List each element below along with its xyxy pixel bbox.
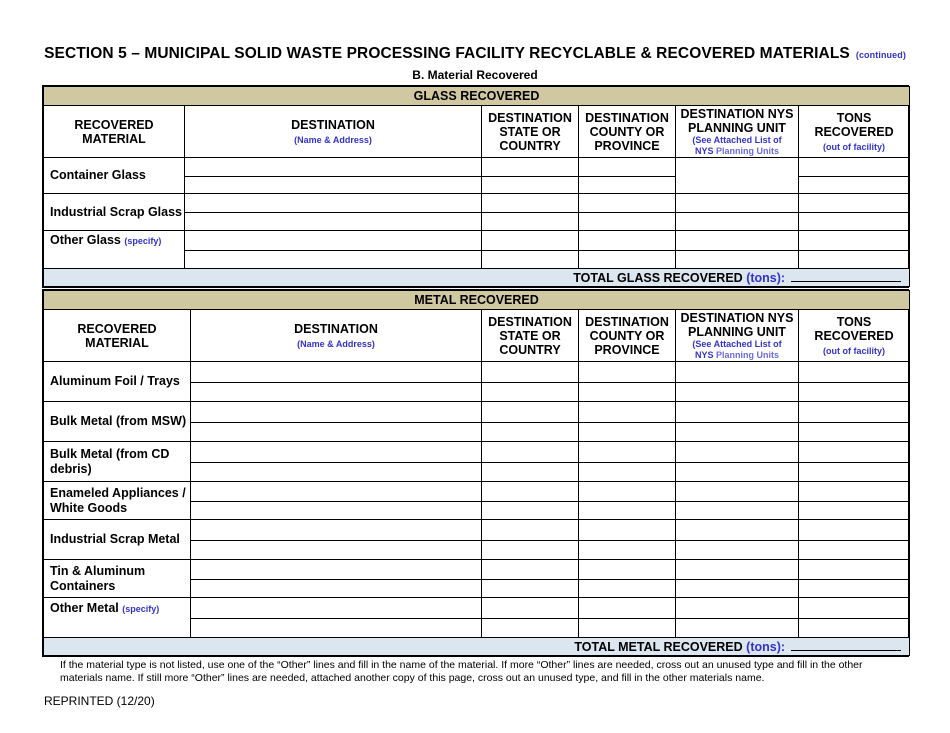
state-field[interactable] (482, 231, 579, 269)
state-field[interactable] (482, 598, 579, 638)
table-row (44, 231, 910, 269)
material-label (44, 231, 185, 269)
material-label (44, 402, 191, 442)
metal-recovered-table (42, 289, 909, 657)
metal-total (44, 638, 910, 656)
header-dest-nys-sub2a: NYS (694, 145, 714, 156)
glass-band: GLASS RECOVERED (44, 87, 910, 106)
header-dest-nys-sub2b: Planning Units (716, 349, 780, 360)
county-field[interactable] (579, 520, 676, 560)
state-field[interactable] (482, 158, 579, 194)
header-tons (799, 106, 910, 158)
header-dest-state: DESTINATION STATE OR COUNTRY (482, 310, 579, 362)
header-dest-nys (676, 310, 799, 362)
glass-total-unit: (tons): (746, 271, 786, 285)
tons-field[interactable] (799, 598, 910, 638)
table-row (44, 362, 910, 402)
header-dest-nys-sub2 (676, 146, 798, 156)
header-dest-nys-label: DESTINATION NYS PLANNING UNIT (680, 311, 794, 340)
metal-total-label: TOTAL METAL RECOVERED (574, 640, 743, 654)
material-name: Enameled Appliances / White Goods (50, 486, 186, 515)
destination-field[interactable] (185, 231, 482, 269)
tons-field[interactable] (799, 520, 910, 560)
metal-total-unit: (tons): (746, 640, 786, 654)
destination-field[interactable] (191, 362, 482, 402)
destination-field[interactable] (191, 442, 482, 482)
material-name: Industrial Scrap Metal (50, 532, 180, 547)
table-row (44, 442, 910, 482)
county-field[interactable] (579, 402, 676, 442)
header-destination-label: DESTINATION (294, 321, 378, 336)
header-dest-nys-sub1: (See Attached List of (692, 339, 782, 350)
destination-field[interactable] (191, 520, 482, 560)
destination-field[interactable] (191, 560, 482, 598)
tons-field[interactable] (799, 362, 910, 402)
material-name: Container Glass (50, 168, 146, 183)
header-tons-sub: (out of facility) (823, 345, 886, 356)
instructions-note (60, 659, 900, 684)
subsection-title: B. Material Recovered (412, 68, 538, 82)
metal-total-field[interactable] (791, 639, 901, 651)
header-recovered-material: RECOVERED MATERIAL (44, 106, 185, 158)
header-destination-sub: (Name & Address) (294, 134, 372, 145)
destination-field[interactable] (185, 194, 482, 231)
material-label (44, 442, 191, 482)
header-dest-nys-sub1: (See Attached List of (692, 135, 782, 146)
header-dest-state: DESTINATION STATE OR COUNTRY (482, 106, 579, 158)
tons-field[interactable] (799, 560, 910, 598)
continued-label: (continued) (855, 50, 906, 60)
material-name: Other Glass (50, 233, 121, 247)
material-name: Industrial Scrap Glass (50, 204, 182, 219)
header-dest-county: DESTINATION COUNTY OR PROVINCE (579, 106, 676, 158)
note-line-1: If the material type is not listed, use one of the “Other” lines and fill in the name of the material. If more “Other” lines are needed, cross out an unused type and fill in the other (60, 659, 863, 671)
table-row (44, 194, 910, 231)
material-name: Tin & Aluminum Containers (50, 564, 146, 593)
nys-field[interactable] (676, 194, 799, 231)
section-title-text: SECTION 5 – MUNICIPAL SOLID WASTE PROCESSING FACILITY RECYCLABLE & RECOVERED MATERIALS (44, 45, 850, 62)
header-recovered-material: RECOVERED MATERIAL (44, 310, 191, 362)
header-destination-label: DESTINATION (291, 117, 375, 132)
nys-field[interactable] (676, 231, 799, 269)
county-field[interactable] (579, 194, 676, 231)
state-field[interactable] (482, 520, 579, 560)
tons-field[interactable] (799, 194, 910, 231)
nys-field[interactable] (676, 560, 799, 598)
header-destination (185, 106, 482, 158)
material-spec: (specify) (124, 236, 162, 246)
reprinted-label: REPRINTED (12/20) (44, 694, 155, 708)
tons-field[interactable] (799, 231, 910, 269)
county-field[interactable] (579, 598, 676, 638)
material-name: Bulk Metal (from MSW) (50, 414, 187, 429)
nys-field[interactable] (676, 482, 799, 520)
destination-field[interactable] (191, 482, 482, 520)
glass-recovered-table (42, 85, 909, 288)
state-field[interactable] (482, 482, 579, 520)
nys-field[interactable] (676, 402, 799, 442)
metal-band: METAL RECOVERED (44, 291, 910, 310)
header-dest-county: DESTINATION COUNTY OR PROVINCE (579, 310, 676, 362)
nys-field[interactable] (676, 442, 799, 482)
table-row (44, 598, 910, 638)
state-field[interactable] (482, 442, 579, 482)
material-label (44, 194, 185, 231)
table-row (44, 158, 910, 194)
material-name: Bulk Metal (from CD debris) (50, 447, 170, 476)
destination-field[interactable] (191, 598, 482, 638)
nys-field[interactable] (676, 520, 799, 560)
material-label (44, 520, 191, 560)
table-row (44, 520, 910, 560)
material-label (44, 598, 191, 638)
material-spec: (specify) (122, 604, 160, 614)
glass-total-row (44, 269, 910, 287)
material-label (44, 362, 191, 402)
county-field[interactable] (579, 231, 676, 269)
glass-total (44, 269, 910, 287)
nys-field[interactable] (676, 158, 799, 194)
header-destination (191, 310, 482, 362)
header-tons-label: TONS RECOVERED (814, 110, 894, 139)
county-field[interactable] (579, 560, 676, 598)
county-field[interactable] (579, 362, 676, 402)
tons-field[interactable] (799, 402, 910, 442)
section-title (0, 45, 950, 63)
state-field[interactable] (482, 362, 579, 402)
header-dest-nys-sub2b: Planning Units (716, 145, 780, 156)
material-name: Aluminum Foil / Trays (50, 374, 180, 389)
material-label (44, 560, 191, 598)
table-row (44, 482, 910, 520)
header-dest-nys (676, 106, 799, 158)
nys-field[interactable] (676, 598, 799, 638)
table-row (44, 402, 910, 442)
header-tons-sub: (out of facility) (823, 141, 886, 152)
destination-field[interactable] (191, 402, 482, 442)
glass-total-label: TOTAL GLASS RECOVERED (573, 271, 743, 285)
material-name: Other Metal (50, 601, 119, 615)
tons-field[interactable] (799, 442, 910, 482)
header-tons-label: TONS RECOVERED (814, 314, 894, 343)
destination-field[interactable] (185, 158, 482, 194)
metal-total-row (44, 638, 910, 656)
state-field[interactable] (482, 194, 579, 231)
table-row (44, 560, 910, 598)
material-label (44, 482, 191, 520)
header-dest-nys-sub2 (676, 350, 798, 360)
header-tons (799, 310, 910, 362)
nys-field[interactable] (676, 362, 799, 402)
state-field[interactable] (482, 402, 579, 442)
county-field[interactable] (579, 442, 676, 482)
tons-field[interactable] (799, 158, 910, 194)
tons-field[interactable] (799, 482, 910, 520)
note-line-2: materials name. If still more “Other” lines are needed, attached another copy of this page, cross out an unused type, and fill in the other materials name. (60, 671, 765, 684)
header-destination-sub: (Name & Address) (297, 338, 375, 349)
header-dest-nys-label: DESTINATION NYS PLANNING UNIT (680, 107, 794, 136)
material-label (44, 158, 185, 194)
glass-total-field[interactable] (791, 270, 901, 282)
header-dest-nys-sub2a: NYS (694, 349, 714, 360)
state-field[interactable] (482, 560, 579, 598)
county-field[interactable] (579, 158, 676, 194)
county-field[interactable] (579, 482, 676, 520)
